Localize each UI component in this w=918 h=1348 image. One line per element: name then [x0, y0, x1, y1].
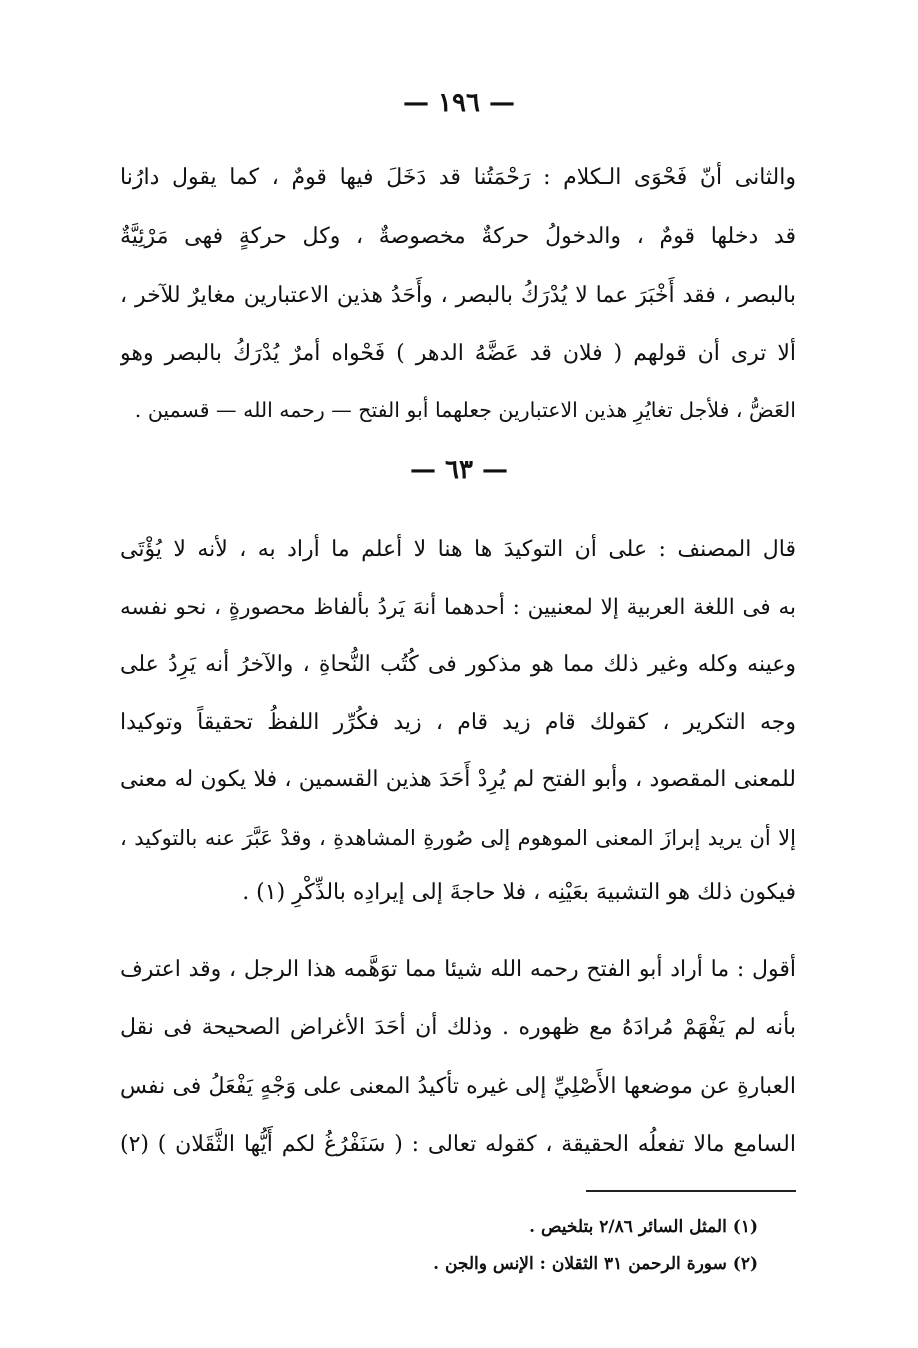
text-line: به فى اللغة العربية إلا لمعنيين : أحدهما أنهَ يَردُ بألفاظ محصورةٍ ، نحو نفسه: [120, 595, 796, 620]
text-line: بالبصر ، فقد أَخْبَرَ عما لا يُدْرَكُ بالبصر ، وأَحَدُ هذين الاعتبارين مغايرٌ للآخر ،: [120, 283, 796, 308]
text-line: وعينه وكله وغير ذلك مما هو مذكور فى كُتُب النُّحاةِ ، والآخرُ أنه يَرِدُ على: [120, 652, 796, 677]
text-line: بأنه لم يَفْهَمْ مُرادَهُ مع ظهوره . وذلك أن أحَدَ الأغراض الصحيحة فى نقل: [120, 1015, 796, 1040]
text-line: فيكون ذلك هو التشبيهَ بعَيْنِه ، فلا حاجةَ إلى إيرادِه بالذِّكْرِ (١) .: [242, 880, 796, 905]
footnote: (٢) سورة الرحمن ٣١ الثقلان : الإنس والجن .: [433, 1254, 758, 1274]
text-line: إلا أن يريد إبرازَ المعنى الموهوم إلى صُورةِ المشاهدةِ ، وقدْ عَبَّرَ عنه بالتوكيد ،: [120, 826, 796, 850]
text-line: قد دخلها قومٌ ، والدخولُ حركةٌ مخصوصةٌ ، وكل حركةٍ فهى مَرْئِيَّةٌ: [120, 224, 796, 249]
text-line: والثانى أنّ فَحْوَى الـكلام : رَحْمَتُنا قد دَخَلَ فيها قومٌ ، كما يقول دارُنا: [120, 165, 796, 190]
text-line: وجه التكرير ، كقولك قام زيد قام ، زيد فكُرِّر اللفظُ تحقيقاً وتوكيدا: [120, 710, 796, 735]
text-line: العبارةِ عن موضعها الأَصْلِيِّ إلى غيره تأكيدُ المعنى على وَجْهٍ يَفْعَلُ فى نفس: [120, 1074, 796, 1099]
footnote: (١) المثل السائر ٢/٨٦ بتلخيص .: [529, 1217, 758, 1237]
section-number: — ٦٣ —: [409, 455, 509, 485]
text-line: قال المصنف : على أن التوكيدَ ها هنا لا أعلم ما أراد به ، لأنه لا يُؤْتَى: [120, 537, 796, 562]
text-line: السامع مالا تفعلُه الحقيقة ، كقوله تعالى : ( سَنَفْرُغُ لكم أَيُّها الثَّقَلان ) (٢): [120, 1132, 796, 1157]
text-line: العَضُّ ، فلأجل تغايُرِ هذين الاعتبارين جعلهما أبو الفتح — رحمه الله — قسمين .: [134, 398, 796, 422]
text-line: أقول : ما أراد أبو الفتح رحمه الله شيئا مما توَهَّمه هذا الرجل ، وقد اعترف: [120, 957, 796, 982]
footnote-divider: [586, 1190, 796, 1192]
text-line: ألا ترى أن قولهم ( فلان قد عَضَّهُ الدهر ) فَحْواه أمرٌ يُدْرَكُ بالبصر وهو: [120, 341, 796, 366]
text-line: للمعنى المقصود ، وأبو الفتح لم يُرِدْ أَحَدَ هذين القسمين ، فلا يكون له معنى: [120, 767, 796, 792]
page-number: — ١٩٦ —: [402, 88, 516, 118]
